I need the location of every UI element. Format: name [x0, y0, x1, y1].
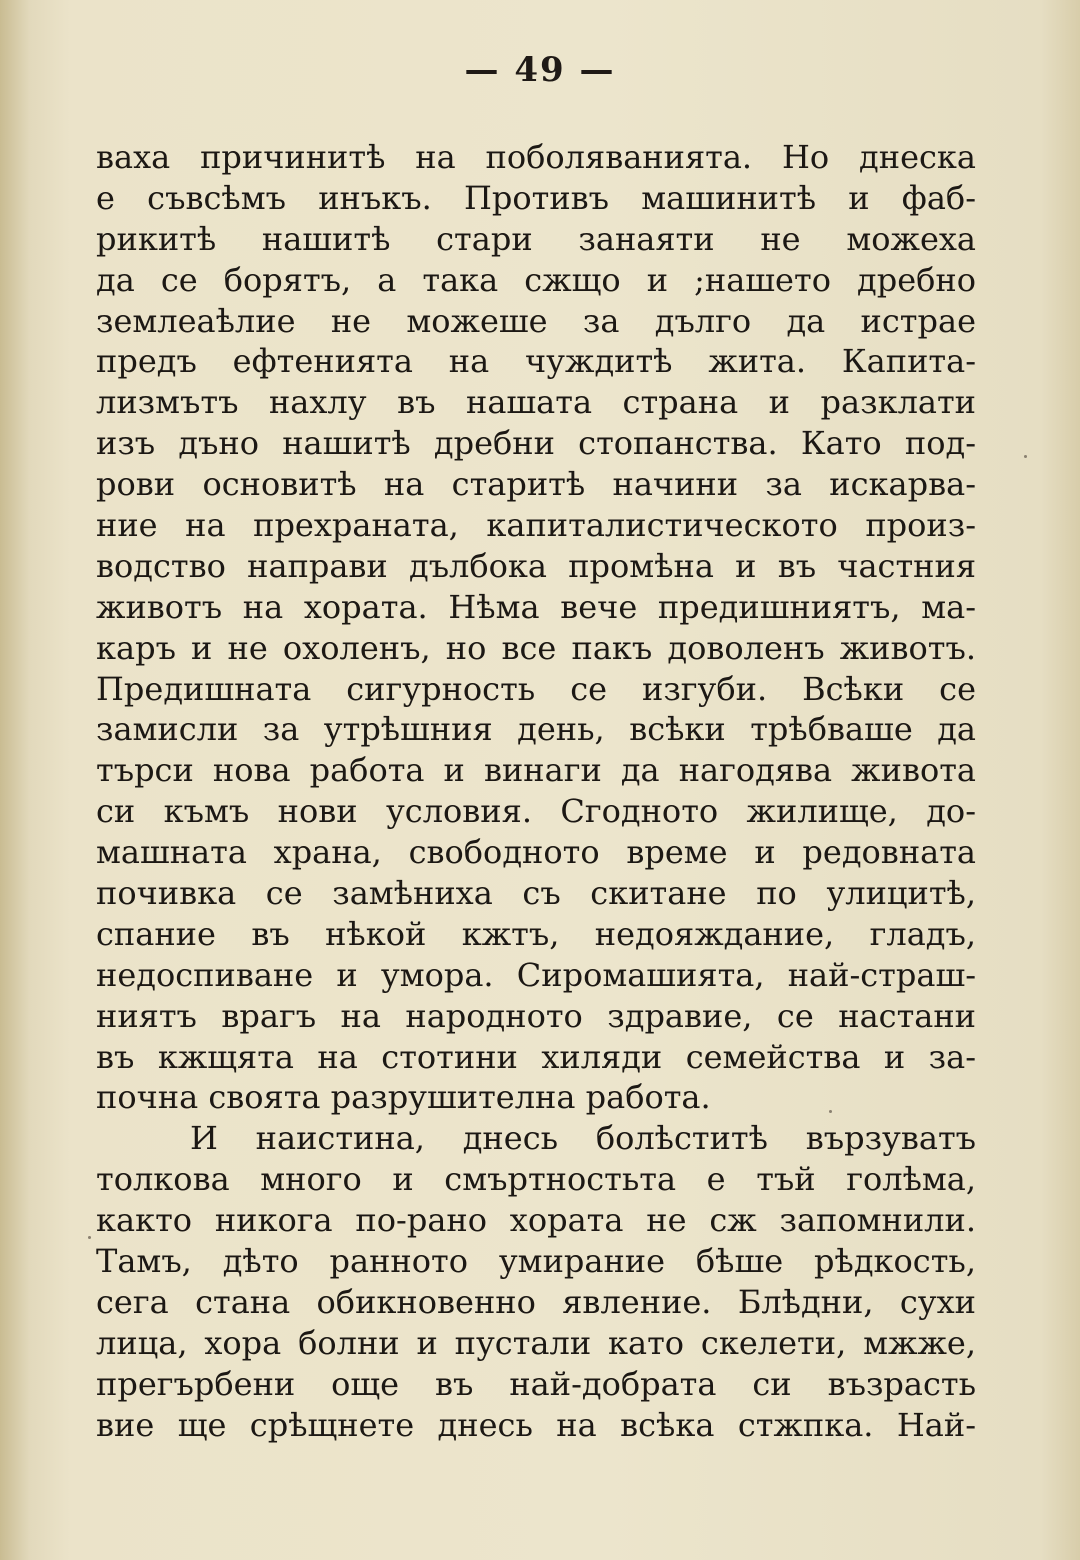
- text-line: лица, хора болни и пустали като скелети, мжже,: [96, 1323, 976, 1362]
- paragraph-start-line: И наистина, днесь болѣститѣ вързуватъ: [190, 1119, 976, 1158]
- paragraph-end-line: почна своята разрушителна работа.: [96, 1078, 711, 1117]
- text-line: ние на прехраната, капиталистическото произ-: [96, 506, 976, 545]
- text-line: сега стана обикновенно явление. Блѣдни, сухи: [96, 1282, 976, 1321]
- text-line: търси нова работа и винаги да нагодява живота: [96, 751, 976, 790]
- text-line: машната храна, свободното време и редовната: [96, 833, 976, 872]
- text-line: вие ще срѣщнете днесь на всѣка стжпка. Най-: [96, 1405, 976, 1444]
- text-line: си къмъ нови условия. Сгодното жилище, до-: [96, 792, 976, 831]
- text-line: животъ на хората. Нѣма вече предишниятъ, ма-: [96, 587, 976, 626]
- paper-speck: [88, 1236, 91, 1239]
- text-line: както никога по-рано хората не сж запомнили.: [96, 1201, 976, 1240]
- text-line: е съвсѣмъ инъкъ. Противъ машинитѣ и фаб-: [96, 178, 976, 217]
- text-line: да се борятъ, а така сжщо и ;нашето дребно: [96, 260, 976, 299]
- body-text: [96, 137, 976, 1446]
- text-line: землеаѣлие не можеше за дълго да истрае: [96, 301, 976, 340]
- text-line: толкова много и смъртностьта е тъй голѣма,: [96, 1160, 976, 1199]
- text-line: замисли за утрѣшния день, всѣки трѣбваше да: [96, 710, 976, 749]
- text-line: рикитѣ нашитѣ стари занаяти не можеха: [96, 219, 976, 258]
- text-line: рови основитѣ на старитѣ начини за искарва-: [96, 465, 976, 504]
- text-line: почивка се замѣниха съ скитане по улицитѣ,: [96, 874, 976, 913]
- paper-speck: [829, 1110, 832, 1113]
- text-line: предъ ефтенията на чуждитѣ жита. Капита-: [96, 342, 976, 381]
- text-line: Предишната сигурность се изгуби. Всѣки се: [96, 669, 976, 708]
- text-line: лизмътъ нахлу въ нашата страна и разклати: [96, 383, 976, 422]
- text-line: изъ дъно нашитѣ дребни стопанства. Като под-: [96, 424, 976, 463]
- text-line: прегърбени още въ най-добрата си възрасть: [96, 1364, 976, 1403]
- text-line: спание въ нѣкой кжтъ, недояждание, гладъ,: [96, 914, 976, 953]
- text-line: недоспиване и умора. Сиромашията, най-страш-: [96, 955, 976, 994]
- text-line: водство направи дълбока промѣна и въ частния: [96, 546, 976, 585]
- text-line: ваха причинитѣ на поболяванията. Но днеска: [96, 138, 976, 176]
- text-line: ниятъ врагъ на народното здравие, се настани: [96, 996, 976, 1035]
- paper-speck: [1024, 455, 1027, 458]
- page-number: — 49 —: [464, 50, 616, 90]
- text-line: Тамъ, дѣто ранното умирание бѣше рѣдкость,: [96, 1242, 976, 1281]
- text-line: каръ и не охоленъ, но все пакъ доволенъ животъ.: [96, 628, 976, 667]
- text-line: въ кжщята на стотини хиляди семейства и за-: [96, 1037, 976, 1076]
